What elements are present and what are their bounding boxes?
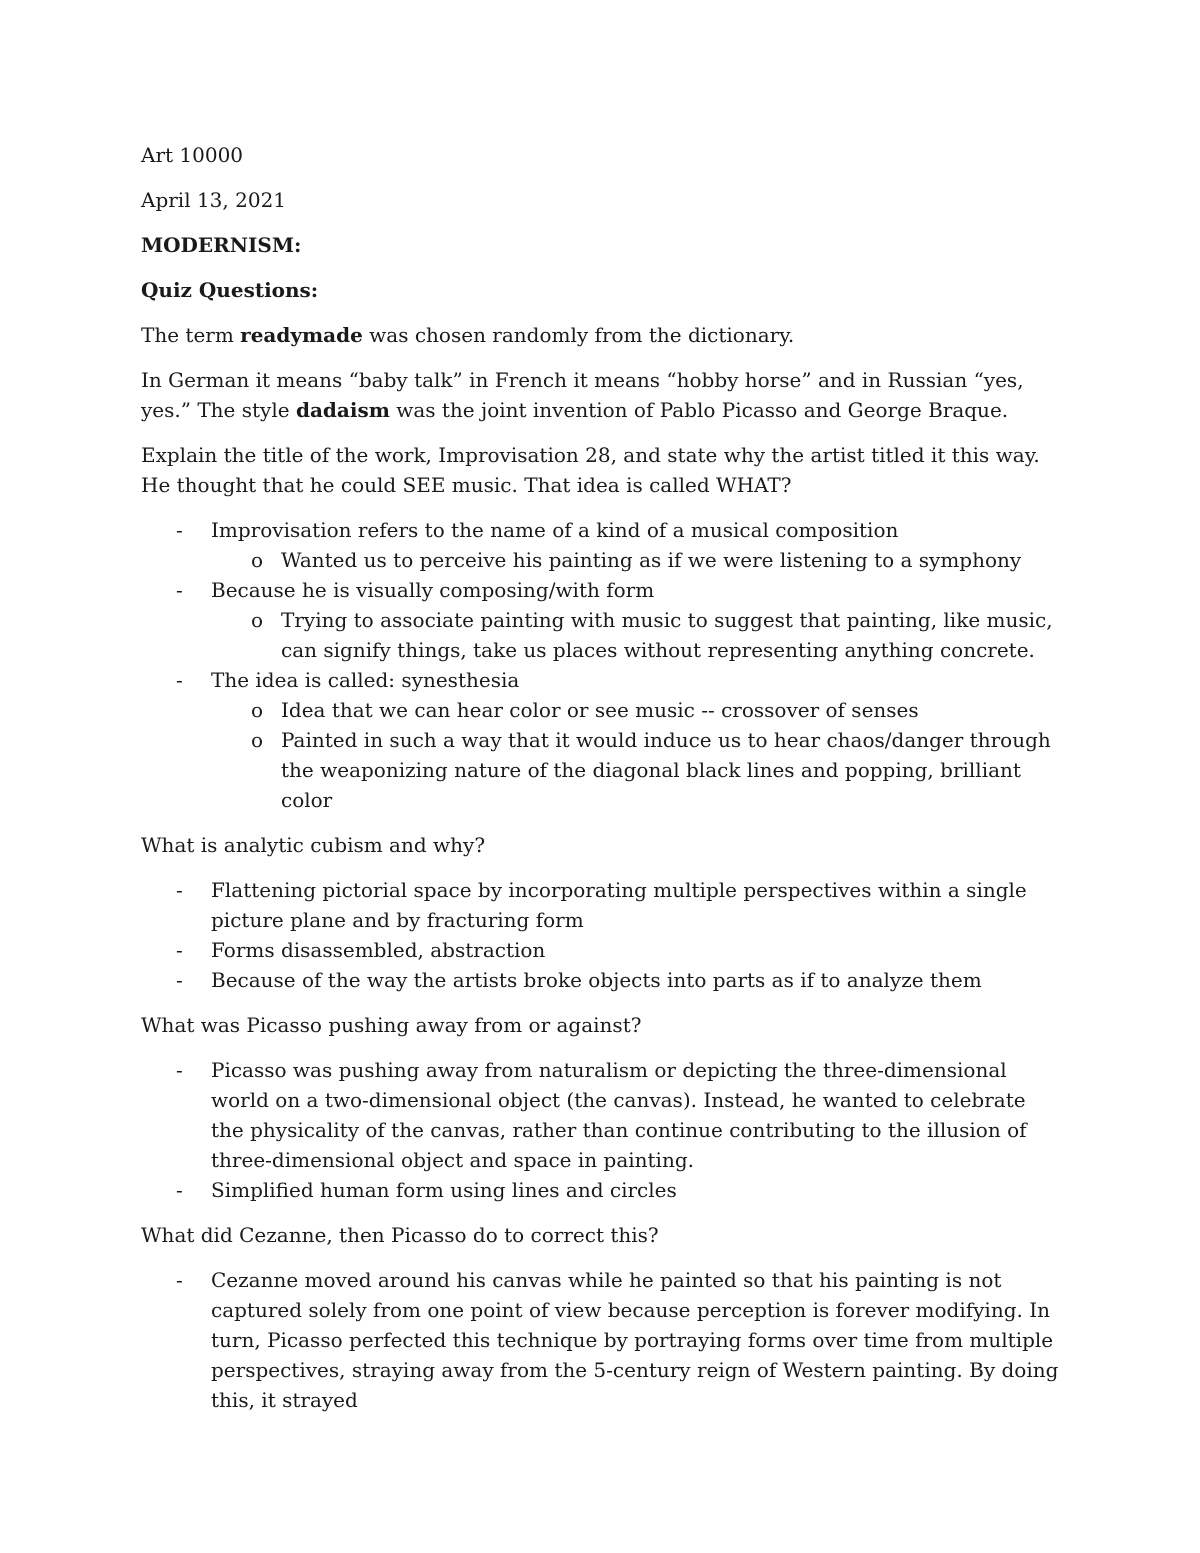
dash-bullet: - [176, 1058, 183, 1082]
sub-list-item-text: Trying to associate painting with music to suggest that painting, like music, can signify things, take us places without representing anything concrete. [281, 608, 1053, 662]
question-analytic-cubism: What is analytic cubism and why? [141, 833, 486, 857]
list-item [141, 1055, 1061, 1175]
sub-list-item [211, 695, 1061, 725]
dash-bullet: - [176, 1268, 183, 1292]
list-item [141, 965, 1061, 995]
list-item [141, 935, 1061, 965]
list-item [141, 575, 1061, 665]
dash-bullet: - [176, 578, 183, 602]
sub-list-item-text: Painted in such a way that it would induce us to hear chaos/danger through the weaponizing nature of the diagonal black lines and popping, brilliant color [281, 728, 1051, 812]
statement-text: was the joint invention of Pablo Picasso and George Braque. [389, 398, 1009, 422]
dash-bullet: - [176, 968, 183, 992]
statement-text: In German it means “baby talk” in French it means “hobby horse” and in Russian “yes, yes.” The style [141, 368, 1024, 422]
list-item [141, 875, 1061, 935]
list-item-text: Because he is visually composing/with form [211, 578, 655, 602]
list-item-text: Simplified human form using lines and circles [211, 1178, 677, 1202]
sub-list-item [211, 605, 1061, 665]
list-item-text: Because of the way the artists broke objects into parts as if to analyze them [211, 968, 982, 992]
circle-bullet: o [251, 728, 264, 752]
list-item-text: Picasso was pushing away from naturalism or depicting the three-dimensional world on a two-dimensional object (the canvas). Instead, he wanted to celebrate the physicality of the canvas, rather than continue contributing to the illusion of three-dimensional object and space in painting. [211, 1058, 1027, 1172]
answer-list-improvisation [141, 515, 1061, 815]
quiz-statement-readymade [141, 320, 1061, 350]
list-item-text: Forms disassembled, abstraction [211, 938, 546, 962]
dash-bullet: - [176, 668, 183, 692]
sub-list-item-text: Wanted us to perceive his painting as if we were listening to a symphony [281, 548, 1022, 572]
sub-list-item [211, 545, 1061, 575]
statement-text: was chosen randomly from the dictionary. [362, 323, 795, 347]
list-item-text: Cezanne moved around his canvas while he painted so that his painting is not captured solely from one point of view because perception is forever modifying. In turn, Picasso perfected this technique by portraying forms over time from multiple perspectives, straying away from the 5-century reign of Western painting. By doing this, it strayed [211, 1268, 1059, 1412]
dash-bullet: - [176, 1178, 183, 1202]
document-page [141, 140, 1061, 1430]
dash-bullet: - [176, 518, 183, 542]
question-picasso-against: What was Picasso pushing away from or against? [141, 1013, 642, 1037]
document-date: April 13, 2021 [141, 188, 287, 212]
sub-list-item-text: Idea that we can hear color or see music -- crossover of senses [281, 698, 919, 722]
sub-list-item [211, 725, 1061, 815]
sub-list [211, 695, 1061, 815]
statement-text: The term [141, 323, 241, 347]
dash-bullet: - [176, 938, 183, 962]
section-heading: Quiz Questions: [141, 278, 319, 302]
circle-bullet: o [251, 608, 264, 632]
answer-list-cezanne-picasso [141, 1265, 1061, 1415]
list-item [141, 515, 1061, 575]
term-dadaism: dadaism [295, 398, 390, 422]
question-improvisation: Explain the title of the work, Improvisation 28, and state why the artist titled it this way. He thought that he could SEE music. That idea is called WHAT? [141, 443, 1040, 497]
term-readymade: readymade [240, 323, 363, 347]
document-title: MODERNISM: [141, 233, 302, 257]
list-item [141, 1265, 1061, 1415]
list-item-text: Improvisation refers to the name of a kind of a musical composition [211, 518, 899, 542]
sub-list [211, 545, 1061, 575]
list-item [141, 1175, 1061, 1205]
list-item-text: Flattening pictorial space by incorporating multiple perspectives within a single picture plane and by fracturing form [211, 878, 1027, 932]
list-item-text: The idea is called: synesthesia [211, 668, 520, 692]
answer-list-analytic-cubism [141, 875, 1061, 995]
question-cezanne-picasso: What did Cezanne, then Picasso do to correct this? [141, 1223, 659, 1247]
answer-list-picasso-against [141, 1055, 1061, 1205]
dash-bullet: - [176, 878, 183, 902]
circle-bullet: o [251, 548, 264, 572]
list-item [141, 665, 1061, 815]
circle-bullet: o [251, 698, 264, 722]
course-name: Art 10000 [141, 143, 244, 167]
sub-list [211, 605, 1061, 665]
quiz-statement-dadaism [141, 365, 1061, 425]
